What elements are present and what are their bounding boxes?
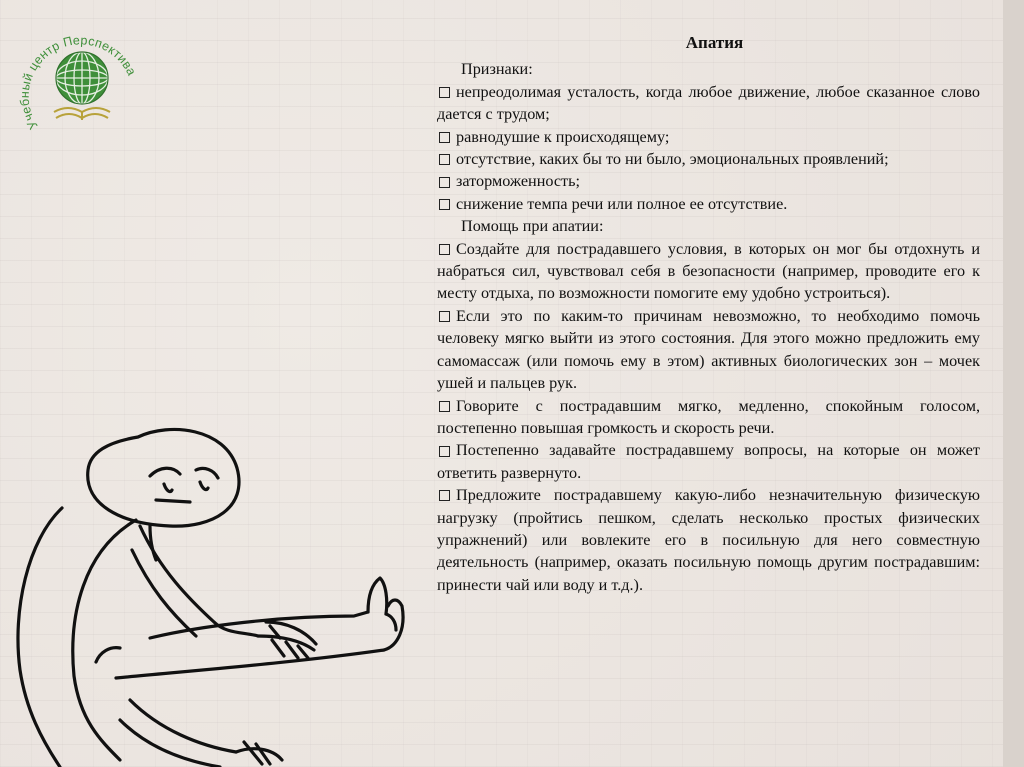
list-item bbox=[437, 148, 980, 170]
list-item bbox=[437, 170, 980, 192]
training-center-logo bbox=[16, 14, 148, 146]
list-item-text: заторможенность; bbox=[456, 172, 581, 191]
checkbox-bullet-icon bbox=[439, 490, 450, 501]
apathetic-figure-illustration bbox=[0, 400, 420, 767]
checkbox-bullet-icon bbox=[439, 401, 450, 412]
list-item bbox=[437, 305, 980, 395]
list-item bbox=[437, 193, 980, 215]
checkbox-bullet-icon bbox=[439, 311, 450, 322]
list-item-text: Говорите с пострадавшим мягко, медленно, спокойным голосом, постепенно повышая громкость и скорость речи. bbox=[437, 396, 980, 437]
checkbox-bullet-icon bbox=[439, 132, 450, 143]
help-heading: Помощь при апатии: bbox=[461, 217, 604, 236]
help-list bbox=[437, 238, 980, 597]
list-item bbox=[437, 395, 980, 440]
signs-list bbox=[437, 81, 980, 215]
list-item-text: равнодушие к происходящему; bbox=[456, 127, 670, 146]
slide-title: Апатия bbox=[685, 33, 744, 52]
list-item bbox=[437, 238, 980, 305]
checkbox-bullet-icon bbox=[439, 87, 450, 98]
checkbox-bullet-icon bbox=[439, 244, 450, 255]
checkbox-bullet-icon bbox=[439, 177, 450, 188]
list-item bbox=[437, 126, 980, 148]
checkbox-bullet-icon bbox=[439, 154, 450, 165]
signs-heading: Признаки: bbox=[461, 60, 533, 79]
list-item-text: непреодолимая усталость, когда любое движение, любое сказанное слово дается с трудом; bbox=[437, 82, 980, 124]
list-item-text: Постепенно задавайте пострадавшему вопросы, на которые он может ответить развернуто. bbox=[437, 441, 980, 482]
list-item-text: Предложите пострадавшему какую-либо незначительную физическую нагрузку (пройтись пешком, сделать несколько простых физических упражнений) или вовлеките его в посильную для него совместную деятельность (например, оказать посильную помощь другим пострадавшим: принести чай или воду и т.д.). bbox=[437, 486, 980, 594]
checkbox-bullet-icon bbox=[439, 199, 450, 210]
list-item-text: отсутствие, каких бы то ни было, эмоциональных проявлений; bbox=[456, 150, 889, 169]
list-item-text: снижение темпа речи или полное ее отсутствие. bbox=[456, 194, 788, 213]
list-item bbox=[437, 81, 980, 126]
list-item bbox=[437, 439, 980, 484]
list-item bbox=[437, 484, 980, 596]
checkbox-bullet-icon bbox=[439, 446, 450, 457]
globe-icon bbox=[56, 52, 108, 104]
list-item-text: Если это по каким-то причинам невозможно, то необходимо помочь человеку мягко выйти из этого состояния. Для этого можно предложить ему самомассаж (или помочь ему в этом) активных биологических зон – мочек ушей и пальцев рук. bbox=[437, 306, 980, 393]
slide-content bbox=[437, 32, 980, 596]
open-book-icon bbox=[54, 108, 110, 120]
slide-edge-strip bbox=[1003, 0, 1024, 767]
list-item-text: Создайте для пострадавшего условия, в которых он мог бы отдохнуть и набраться сил, чувствовал себя в безопасности (например, проводите его к месту отдыха, по возможности помогите ему удобно устроиться). bbox=[437, 239, 980, 303]
logo-arc-text: Учебный центр Перспектива bbox=[17, 33, 139, 132]
